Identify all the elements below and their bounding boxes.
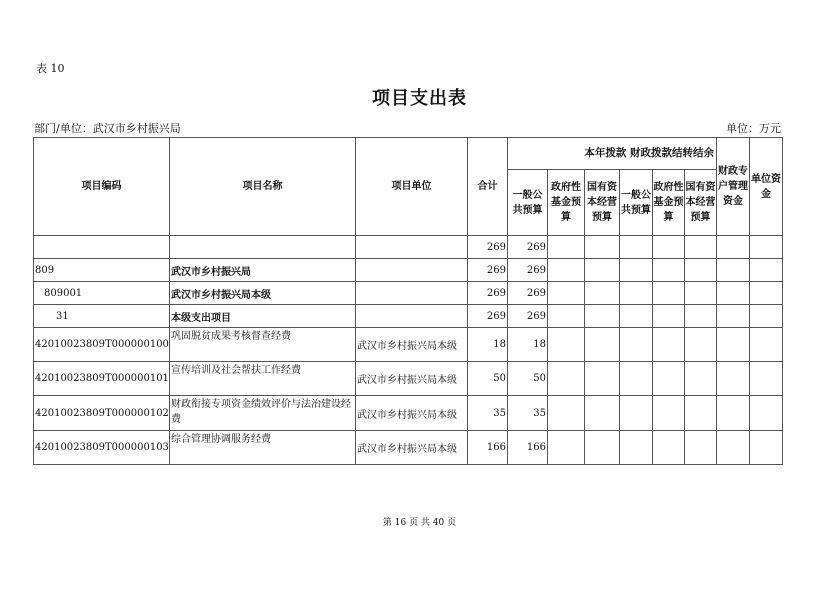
header-total: 合计 [468,138,508,236]
cell-total: 269 [468,305,508,328]
table-number: 表 10 [36,62,65,75]
cell-code: 31 [34,305,170,328]
cell-total: 269 [468,282,508,305]
cell-unit [356,236,468,259]
cell-name [170,236,356,259]
cell-name: 本级支出项目 [170,305,356,328]
department-label: 部门/单位：武汉市乡村振兴局 [34,122,181,135]
cell-unit: 武汉市乡村振兴局本级 [356,431,468,465]
cell-total: 35 [468,396,508,431]
cell-unit [356,259,468,282]
cell-general: 18 [508,328,548,362]
cell-general: 166 [508,431,548,465]
header-carry-general: 一般公共预算 [620,170,653,236]
cell-unit [356,282,468,305]
header-row-top [34,138,783,170]
header-carry-gov-fund: 政府性基金预算 [653,170,685,236]
cell-name: 财政衔接专项资金绩效评价与法治建设经费 [170,396,356,431]
table-row [34,259,783,282]
cell-total: 269 [468,236,508,259]
cell-unit [356,305,468,328]
cell-total: 18 [468,328,508,362]
cell-general: 269 [508,305,548,328]
table-row [34,431,783,465]
cell-total: 269 [468,259,508,282]
cell-code: 42010023809T000000102 [34,396,170,431]
cell-name: 巩固脱贫成果考核督查经费 [170,328,356,362]
project-expenditure-table [33,137,783,465]
cell-general: 50 [508,362,548,396]
cell-unit: 武汉市乡村振兴局本级 [356,362,468,396]
cell-name: 综合管理协调服务经费 [170,431,356,465]
table-row [34,305,783,328]
cell-code: 809 [34,259,170,282]
cell-general: 269 [508,259,548,282]
cell-general: 35 [508,396,548,431]
cell-total: 166 [468,431,508,465]
cell-code: 42010023809T000000100 [34,328,170,362]
header-carry-state-capital: 国有资本经营预算 [685,170,717,236]
header-project-code: 项目编码 [34,138,170,236]
cell-code: 809001 [34,282,170,305]
unit-label: 单位：万元 [726,122,781,135]
header-unit-fund: 单位资金 [750,138,783,236]
table-row [34,362,783,396]
cell-code: 42010023809T000000101 [34,362,170,396]
header-state-capital: 国有资本经营预算 [585,170,620,236]
header-gov-fund: 政府性基金预算 [548,170,585,236]
cell-name: 武汉市乡村振兴局本级 [170,282,356,305]
cell-name: 宣传培训及社会帮扶工作经费 [170,362,356,396]
cell-unit: 武汉市乡村振兴局本级 [356,328,468,362]
header-appropriation-group: 本年拨款 财政拨款结转结余 [508,138,717,170]
header-special-fund: 财政专户管理资金 [717,138,750,236]
cell-code [34,236,170,259]
table-row [34,396,783,431]
table-row [34,282,783,305]
cell-unit: 武汉市乡村振兴局本级 [356,396,468,431]
page-footer: 第 16 页 共 40 页 [382,518,457,528]
cell-code: 42010023809T000000103 [34,431,170,465]
cell-total: 50 [468,362,508,396]
cell-name: 武汉市乡村振兴局 [170,259,356,282]
table-row [34,236,783,259]
cell-general: 269 [508,236,548,259]
header-project-name: 项目名称 [170,138,356,236]
page-title: 项目支出表 [372,88,467,109]
header-project-unit: 项目单位 [356,138,468,236]
cell-general: 269 [508,282,548,305]
table-row [34,328,783,362]
header-general-budget: 一般公共预算 [508,170,548,236]
